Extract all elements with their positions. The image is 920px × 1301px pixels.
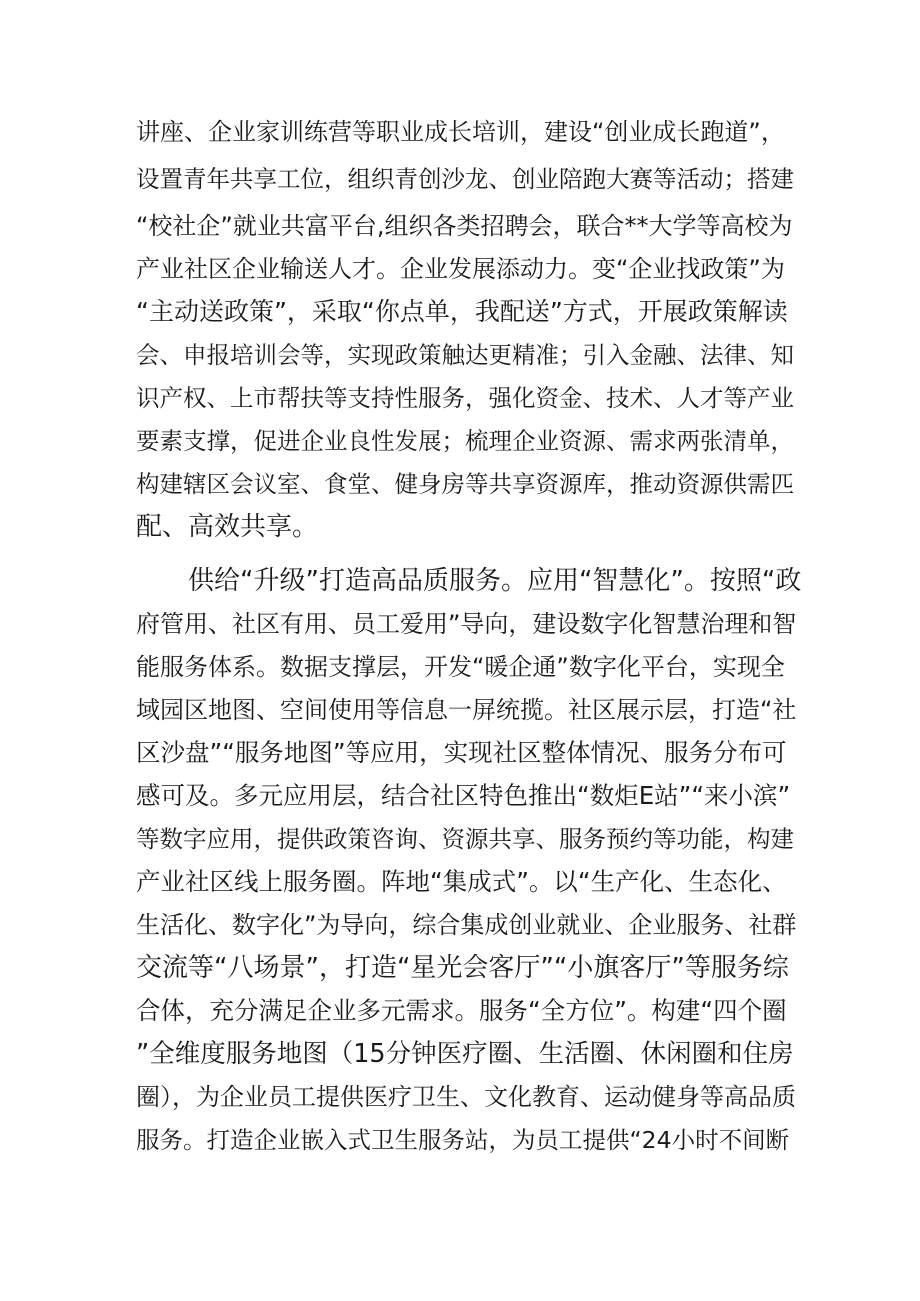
text-line: 要素支撑，促进企业良性发展；梳理企业资源、需求两张清单， xyxy=(136,427,794,455)
text-line: “校社企”就业共富平台,组织各类招聘会，联合**大学等高校为 xyxy=(136,212,793,240)
text-line: 感可及。多元应用层，结合社区特色推出“数炬E站”“来小滨” xyxy=(136,781,791,810)
text-line: 生活化、数字化”为导向，综合集成创业就业、企业服务、社群 xyxy=(136,911,797,939)
text-line: 能服务体系。数据支撑层，开发“暖企通”数字化平台，实现全 xyxy=(136,653,785,681)
text-line: 交流等“八场景”，打造“星光会客厅”“小旗客厅”等服务综 xyxy=(136,953,789,983)
text-line: 构建辖区会议室、食堂、健身房等共享资源库，推动资源供需匹 xyxy=(136,470,794,498)
text-line: 产业社区企业输送人才。企业发展添动力。变“企业找政策”为 xyxy=(136,255,785,283)
text-line: 服务。打造企业嵌入式卫生服务站，为员工提供“24小时不间断 xyxy=(136,1126,790,1154)
text-line: 等数字应用，提供政策咨询、资源共享、服务预约等功能，构建 xyxy=(136,825,794,853)
text-line: 设置青年共享工位，组织青创沙龙、创业陪跑大赛等活动；搭建 xyxy=(136,165,794,193)
text-line: 合体，充分满足企业多元需求。服务“全方位”。构建“四个圈 xyxy=(136,996,787,1025)
text-line: “主动送政策”，采取“你点单，我配送”方式，开展政策解读 xyxy=(136,297,788,326)
text-line: 供给“升级”打造高品质服务。应用“智慧化”。按照“政 xyxy=(188,566,802,596)
text-line: 域园区地图、空间使用等信息一屏统揽。社区展示层，打造“社 xyxy=(136,696,797,724)
text-line: 配、高效共享。 xyxy=(136,512,319,542)
text-line: 识产权、上市帮扶等支持性服务，强化资金、技术、人才等产业 xyxy=(136,384,794,412)
text-line: 产业社区线上服务圈。阵地“集成式”。以“生产化、生态化、 xyxy=(136,867,787,896)
text-line: 圈），为企业员工提供医疗卫生、文化教育、运动健身等高品质 xyxy=(136,1083,796,1111)
text-line: 会、申报培训会等，实现政策触达更精准；引入金融、法律、知 xyxy=(136,341,794,369)
text-line: 府管用、社区有用、员工爱用”导向，建设数字化智慧治理和智 xyxy=(136,610,797,638)
text-line: 讲座、企业家训练营等职业成长培训，建设“创业成长跑道”， xyxy=(136,118,785,146)
text-line: 区沙盘”“服务地图”等应用，实现社区整体情况、服务分布可 xyxy=(136,738,787,767)
text-line: ”全维度服务地图（15分钟医疗圈、生活圈、休闲圈和住房 xyxy=(136,1039,794,1069)
